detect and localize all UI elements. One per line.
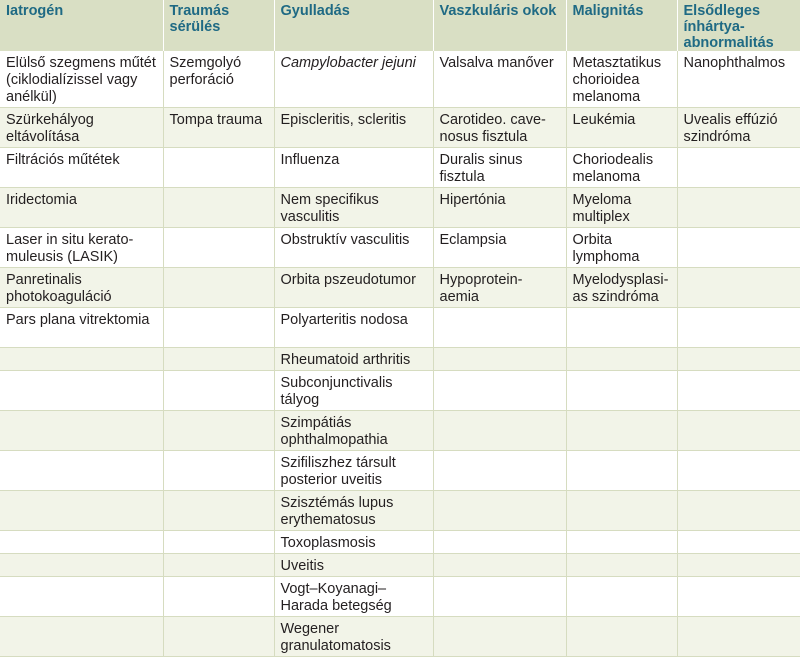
table-cell: Nanophthalmos [677,51,800,108]
table-cell: Filtrációs műtétek [0,148,163,188]
table-cell: Eclampsia [433,228,566,268]
table-cell: Carotideo. cave-nosus fisztula [433,108,566,148]
table-row [0,148,800,188]
table-row [0,491,800,531]
table-cell [677,617,800,657]
header-malignancy: Malignitás [566,0,677,51]
table-cell [163,617,274,657]
table-cell [163,188,274,228]
table-cell [433,411,566,451]
table-cell [163,268,274,308]
table-cell [0,531,163,554]
table-cell [0,554,163,577]
table-cell: Laser in situ kerato-muleusis (LASIK) [0,228,163,268]
table-cell: Myeloma multiplex [566,188,677,228]
header-trauma: Traumás sérülés [163,0,274,51]
table-row [0,51,800,108]
table-cell: Polyarteritis nodosa [274,308,433,348]
table-cell [677,148,800,188]
table-row [0,554,800,577]
table-cell: Myelodysplasi-as szindróma [566,268,677,308]
table-row [0,268,800,308]
table-cell: Elülső szegmens műtét (ciklodialízissel vagy anélkül) [0,51,163,108]
table-cell [433,491,566,531]
table-cell: Toxoplasmosis [274,531,433,554]
table-cell [677,577,800,617]
table-cell: Orbita pszeudotumor [274,268,433,308]
header-iatrogenic: Iatrogén [0,0,163,51]
table-body [0,51,800,657]
table-cell [163,577,274,617]
table-cell [163,371,274,411]
table-row [0,348,800,371]
header-inflammation: Gyulladás [274,0,433,51]
table-cell [0,348,163,371]
table-cell [677,371,800,411]
table-row [0,308,800,348]
table-cell [566,371,677,411]
table-cell [566,531,677,554]
table-row [0,451,800,491]
table-cell [677,188,800,228]
table-cell [566,411,677,451]
table-cell [0,577,163,617]
table-cell [566,554,677,577]
table-cell: Orbita lymphoma [566,228,677,268]
table-cell: Pars plana vitrektomia [0,308,163,348]
table-cell [677,531,800,554]
table-cell [163,554,274,577]
table-cell: Panretinalis photokoaguláció [0,268,163,308]
table-cell: Metasztatikus chorioidea melanoma [566,51,677,108]
header-vascular: Vaszkuláris okok [433,0,566,51]
table-cell [163,491,274,531]
table-cell [677,348,800,371]
table-cell: Nem specifikus vasculitis [274,188,433,228]
table-cell: Hypoprotein-aemia [433,268,566,308]
table-cell: Szürkehályog eltávolítása [0,108,163,148]
table-cell: Hipertónia [433,188,566,228]
table-row [0,577,800,617]
table-cell [0,617,163,657]
table-cell [163,148,274,188]
table-row [0,617,800,657]
table-cell: Szifiliszhez társult posterior uveitis [274,451,433,491]
table-cell [163,411,274,451]
table-cell: Iridectomia [0,188,163,228]
table-cell: Szemgolyó perforáció [163,51,274,108]
table-cell [677,451,800,491]
table-cell [0,411,163,451]
table-cell: Campylobacter jejuni [274,51,433,108]
table-header [0,0,800,51]
header-scleral-abnormality: Elsődleges ínhártya-abnormalitás [677,0,800,51]
header-row [0,0,800,51]
table-cell [0,491,163,531]
table-cell: Wegener granulatomatosis [274,617,433,657]
table-cell [433,531,566,554]
table-cell [566,308,677,348]
table-cell: Episcleritis, scleritis [274,108,433,148]
table-cell [433,348,566,371]
table-cell: Choriodealis melanoma [566,148,677,188]
table-cell: Uvealis effúzió szindróma [677,108,800,148]
table-row [0,108,800,148]
table-cell [566,617,677,657]
table-cell [0,451,163,491]
table-cell: Szisztémás lupus erythematosus [274,491,433,531]
table-cell [163,348,274,371]
table-cell: Tompa trauma [163,108,274,148]
table-cell [566,348,677,371]
table-cell [566,577,677,617]
table-cell: Influenza [274,148,433,188]
table-cell: Leukémia [566,108,677,148]
table-cell [677,411,800,451]
table-cell [677,554,800,577]
table-cell [163,531,274,554]
table-cell [163,451,274,491]
table-cell [163,308,274,348]
table-cell [566,451,677,491]
table-cell: Duralis sinus fisztula [433,148,566,188]
table-cell [433,617,566,657]
table-row [0,411,800,451]
table-cell [677,268,800,308]
table-cell: Valsalva manőver [433,51,566,108]
table-row [0,371,800,411]
table-cell [0,371,163,411]
table-cell [433,554,566,577]
table-cell: Szimpátiás ophthalmopathia [274,411,433,451]
table-cell [677,491,800,531]
table-row [0,188,800,228]
table-cell [566,491,677,531]
table-cell: Obstruktív vasculitis [274,228,433,268]
table-cell [433,308,566,348]
table-cell: Vogt–Koyanagi–Harada betegség [274,577,433,617]
table-cell: Rheumatoid arthritis [274,348,433,371]
table-cell [433,451,566,491]
table-cell: Subconjunctivalis tályog [274,371,433,411]
table-row [0,531,800,554]
table-cell [433,577,566,617]
table-cell [433,371,566,411]
table-cell [677,228,800,268]
table-row [0,228,800,268]
table-cell [163,228,274,268]
table-cell [677,308,800,348]
table-cell: Uveitis [274,554,433,577]
